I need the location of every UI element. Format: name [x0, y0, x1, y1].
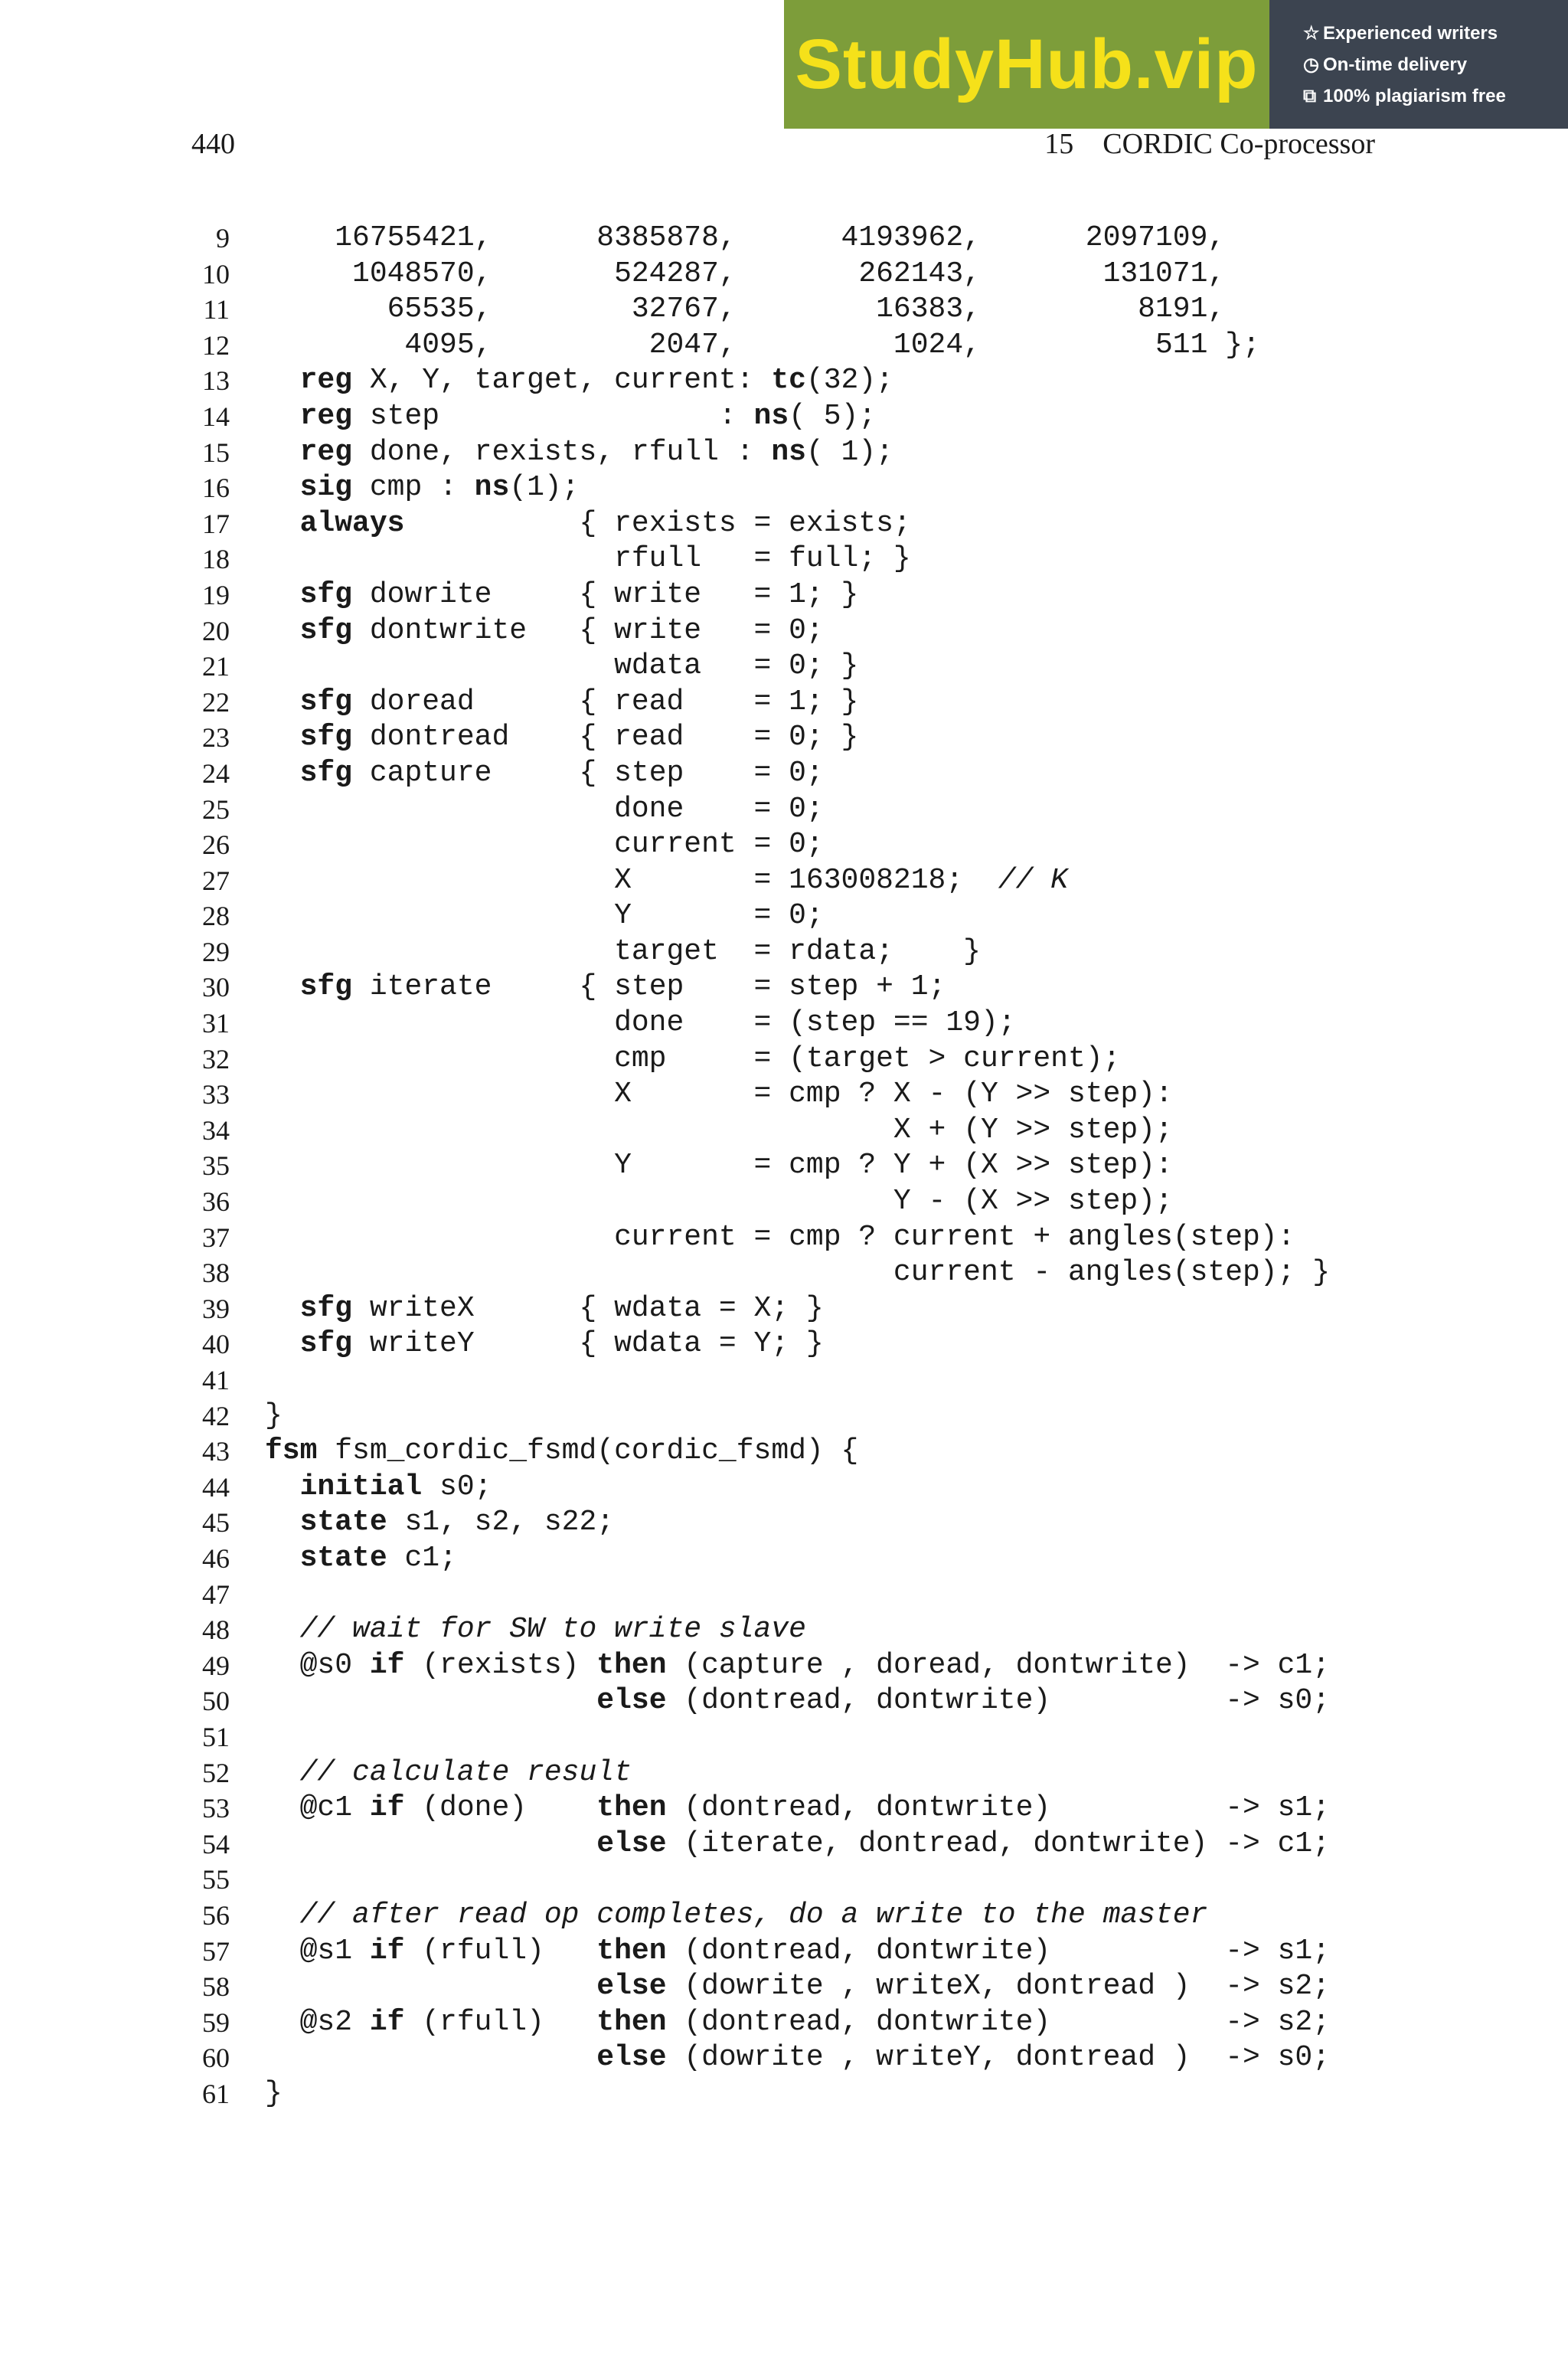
code-text: initial s0; [299, 1470, 492, 1503]
code-text: 65535, 32767, 16383, 8191, [265, 293, 1226, 326]
code-text: } [265, 1398, 283, 1432]
code-text: // after read op completes, do a write to the master [299, 1898, 1208, 1932]
code-line [0, 1398, 1568, 1434]
code-text: done = 0; [265, 792, 824, 826]
code-text: else (dontread, dontwrite) -> s0; [596, 1684, 1331, 1718]
line-number: 30 [202, 972, 230, 1003]
code-line [0, 1006, 1568, 1042]
line-number: 48 [202, 1614, 230, 1646]
line-number: 44 [202, 1471, 230, 1503]
ad-banner[interactable] [784, 0, 1568, 129]
line-number: 32 [202, 1043, 230, 1075]
line-number: 29 [202, 936, 230, 967]
code-line [0, 1291, 1568, 1327]
code-text: 16755421, 8385878, 4193962, 2097109, [265, 221, 1226, 254]
code-text: reg step : ns( 5); [299, 399, 877, 433]
feature-plagiarism-free: ⧉ 100% plagiarism free [1303, 80, 1568, 112]
code-text: X = cmp ? X - (Y >> step): [265, 1078, 1173, 1111]
studyhub-logo[interactable] [784, 0, 1269, 129]
code-line [0, 1541, 1568, 1577]
code-line [0, 1755, 1568, 1791]
code-line [0, 1612, 1568, 1648]
code-text: sfg dontread { read = 0; } [299, 721, 859, 754]
line-number: 53 [202, 1793, 230, 1824]
line-number: 25 [202, 793, 230, 825]
line-number: 20 [202, 615, 230, 646]
code-line [0, 1827, 1568, 1863]
code-line [0, 720, 1568, 756]
line-number: 54 [202, 1828, 230, 1860]
code-text: always { rexists = exists; [299, 506, 911, 540]
star-icon: ☆ [1303, 22, 1320, 44]
code-text: sfg writeX { wdata = X; } [299, 1291, 824, 1325]
code-line [0, 577, 1568, 613]
code-text: sfg writeY { wdata = Y; } [299, 1327, 824, 1361]
code-line [0, 1505, 1568, 1541]
line-number: 40 [202, 1329, 230, 1360]
code-text: cmp = (target > current); [265, 1042, 1121, 1075]
code-line [0, 363, 1568, 399]
line-number: 46 [202, 1542, 230, 1574]
code-line [0, 1255, 1568, 1291]
code-line [0, 541, 1568, 577]
code-line [0, 1648, 1568, 1684]
line-number: 14 [202, 401, 230, 432]
code-text: done = (step == 19); [265, 1006, 1016, 1040]
code-text: else (dowrite , writeY, dontread ) -> s0; [596, 2041, 1331, 2075]
line-number: 19 [202, 579, 230, 610]
code-line [0, 1184, 1568, 1220]
line-number: 50 [202, 1686, 230, 1717]
line-number: 15 [202, 437, 230, 468]
code-line [0, 1148, 1568, 1184]
line-number: 58 [202, 1971, 230, 2003]
code-text: fsm fsm_cordic_fsmd(cordic_fsmd) { [265, 1434, 859, 1468]
code-line [0, 1077, 1568, 1113]
code-line [0, 1862, 1568, 1898]
code-text: sfg capture { step = 0; [299, 756, 824, 790]
page-number: 440 [191, 128, 235, 160]
code-line [0, 863, 1568, 899]
line-number: 28 [202, 901, 230, 932]
code-line [0, 1683, 1568, 1719]
code-text: @c1 if (done) then (dontread, dontwrite) -> s1; [265, 1791, 1331, 1825]
line-number: 12 [202, 329, 230, 361]
line-number: 57 [202, 1935, 230, 1967]
code-line [0, 898, 1568, 934]
line-number: 47 [202, 1578, 230, 1610]
line-number: 52 [202, 1757, 230, 1788]
code-line [0, 1113, 1568, 1149]
code-line [0, 435, 1568, 471]
code-text: target = rdata; } [265, 934, 981, 968]
code-line [0, 1577, 1568, 1613]
line-number: 43 [202, 1436, 230, 1467]
code-line [0, 827, 1568, 863]
line-number: 13 [202, 365, 230, 397]
code-line [0, 1362, 1568, 1398]
copy-icon: ⧉ [1303, 85, 1317, 106]
code-line [0, 756, 1568, 792]
code-line [0, 1934, 1568, 1970]
code-line [0, 2005, 1568, 2041]
line-number: 36 [202, 1186, 230, 1218]
code-text: X + (Y >> step); [265, 1113, 1173, 1146]
line-number: 26 [202, 829, 230, 861]
line-number: 33 [202, 1079, 230, 1110]
clock-icon: ◷ [1303, 54, 1319, 75]
code-line [0, 613, 1568, 649]
code-text: wdata = 0; } [265, 649, 859, 683]
logo-text: StudyHub.vip [795, 25, 1259, 103]
line-number: 10 [202, 258, 230, 289]
code-line [0, 2040, 1568, 2076]
line-number: 27 [202, 865, 230, 896]
line-number: 60 [202, 2043, 230, 2074]
code-text: current - angles(step); } [265, 1256, 1331, 1290]
line-number: 16 [202, 473, 230, 504]
code-line [0, 792, 1568, 828]
code-text: // wait for SW to write slave [299, 1613, 806, 1647]
line-number: 61 [202, 2078, 230, 2109]
code-text: sfg dontwrite { write = 0; [299, 613, 824, 647]
feature-on-time-delivery: ◷ On-time delivery [1303, 49, 1568, 80]
code-text: @s2 if (rfull) then (dontread, dontwrite) -> s2; [265, 2005, 1331, 2039]
code-text: sfg dowrite { write = 1; } [299, 577, 859, 611]
code-line [0, 649, 1568, 685]
line-number: 34 [202, 1114, 230, 1146]
code-text: // calculate result [299, 1755, 632, 1789]
code-line [0, 1791, 1568, 1827]
code-text: sig cmp : ns(1); [299, 471, 580, 505]
code-text: Y - (X >> step); [265, 1185, 1173, 1218]
code-text: else (iterate, dontread, dontwrite) -> c1; [596, 1827, 1331, 1860]
code-line [0, 1898, 1568, 1934]
line-number: 38 [202, 1258, 230, 1289]
code-line [0, 2076, 1568, 2112]
code-text: sfg doread { read = 1; } [299, 685, 859, 718]
code-line [0, 328, 1568, 364]
code-line [0, 934, 1568, 970]
code-line [0, 1042, 1568, 1078]
line-number: 59 [202, 2007, 230, 2038]
code-listing [0, 221, 1568, 2111]
line-number: 41 [202, 1365, 230, 1395]
code-text: @s0 if (rexists) then (capture , doread, dontwrite) -> c1; [265, 1648, 1331, 1682]
code-text: 4095, 2047, 1024, 511 }; [265, 328, 1260, 361]
code-text: reg X, Y, target, current: tc(32); [299, 364, 893, 397]
code-text: else (dowrite , writeX, dontread ) -> s2; [596, 1970, 1331, 2003]
code-line [0, 1969, 1568, 2005]
line-number: 35 [202, 1150, 230, 1182]
line-number: 17 [202, 508, 230, 539]
line-number: 18 [202, 544, 230, 575]
code-text: 1048570, 524287, 262143, 131071, [265, 257, 1226, 290]
code-line [0, 970, 1568, 1006]
line-number: 22 [202, 686, 230, 718]
code-line [0, 1326, 1568, 1362]
line-number: 21 [202, 651, 230, 682]
code-text: Y = 0; [265, 899, 824, 933]
line-number: 37 [202, 1222, 230, 1253]
code-text: } [265, 2076, 283, 2110]
code-text: Y = cmp ? Y + (X >> step): [265, 1149, 1173, 1182]
line-number: 45 [202, 1507, 230, 1539]
code-text: current = cmp ? current + angles(step): [265, 1220, 1295, 1254]
line-number: 23 [202, 722, 230, 754]
line-number: 55 [202, 1864, 230, 1896]
code-line [0, 470, 1568, 506]
code-line [0, 399, 1568, 435]
code-text: current = 0; [265, 828, 824, 862]
line-number: 49 [202, 1650, 230, 1681]
code-line [0, 221, 1568, 257]
code-text: X = 163008218; // K [265, 863, 1068, 897]
code-text: rfull = full; } [265, 542, 911, 576]
code-line [0, 506, 1568, 542]
line-number: 9 [216, 223, 230, 254]
banner-features [1269, 0, 1568, 129]
code-text: state s1, s2, s22; [299, 1506, 615, 1539]
code-line [0, 1434, 1568, 1470]
line-number: 42 [202, 1400, 230, 1431]
line-number: 56 [202, 1899, 230, 1931]
code-text: state c1; [299, 1541, 457, 1575]
feature-experienced-writers: ☆ Experienced writers [1303, 18, 1568, 49]
line-number: 51 [202, 1721, 230, 1752]
code-line [0, 1719, 1568, 1755]
line-number: 24 [202, 757, 230, 789]
code-line [0, 1470, 1568, 1506]
line-number: 31 [202, 1008, 230, 1039]
code-line [0, 257, 1568, 293]
code-text: sfg iterate { step = step + 1; [299, 970, 946, 1004]
line-number: 39 [202, 1293, 230, 1324]
code-text: reg done, rexists, rfull : ns( 1); [299, 435, 893, 469]
code-line [0, 292, 1568, 328]
code-line [0, 685, 1568, 721]
chapter-title: CORDIC Co-processor [1102, 128, 1375, 160]
code-text: @s1 if (rfull) then (dontread, dontwrite) -> s1; [265, 1934, 1331, 1967]
code-line [0, 1220, 1568, 1256]
chapter-number: 15 [1044, 128, 1074, 160]
running-head [1044, 125, 1375, 163]
line-number: 11 [203, 294, 230, 325]
